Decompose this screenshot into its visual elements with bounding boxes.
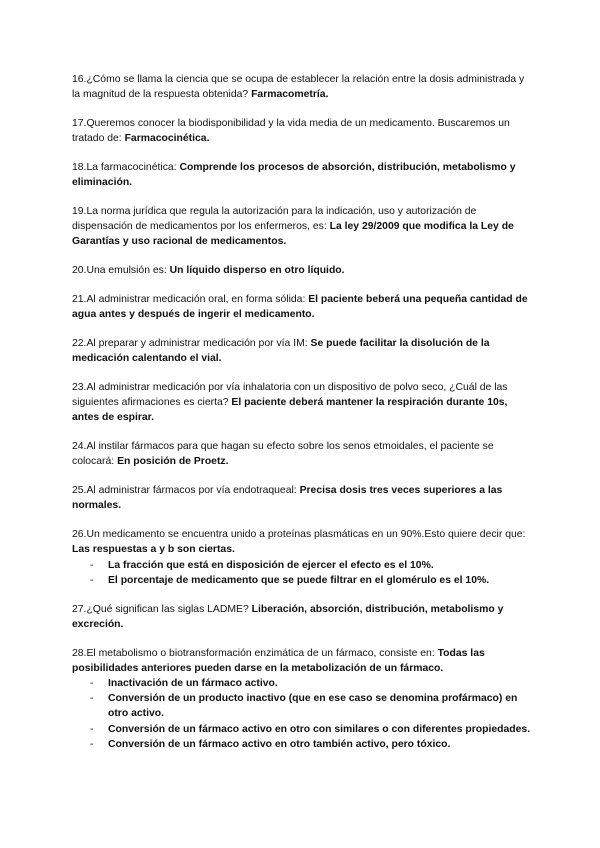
question-paragraph (72, 483, 532, 513)
question-item (72, 72, 532, 102)
answer-bullet-item: - El porcentaje de medicamento que se puede filtrar en el glomérulo es el 10%. (88, 573, 532, 588)
question-paragraph (72, 204, 532, 250)
question-text: Un medicamento se encuentra unido a proteínas plasmáticas en un 90%.Esto quiere decir que: (86, 529, 526, 541)
question-answer: Liberación, absorción, distribución, metabolismo y excreción. (72, 603, 504, 630)
question-text: Al instilar fármacos para que hagan su efecto sobre los senos etmoidales, el paciente se colocará: (72, 441, 494, 468)
question-answer: Farmacometría. (251, 89, 329, 101)
question-item (72, 204, 532, 250)
question-text: La farmacocinética: (86, 162, 180, 173)
question-number: 24. (72, 441, 87, 453)
question-answer: Las respuestas a y b son ciertas. (72, 544, 235, 556)
question-item (72, 483, 532, 513)
question-answer: La ley 29/2009 que modifica la Ley de Garantías y uso racional de medicamentos. (72, 221, 514, 248)
question-paragraph (72, 439, 532, 469)
question-text: ¿Cómo se llama la ciencia que se ocupa de establecer la relación entre la dosis administrada y la magnitud de la respuesta obtenida? (72, 74, 525, 101)
question-text: ¿Qué significan las siglas LADME? (86, 603, 252, 615)
question-paragraph (72, 602, 532, 632)
question-answer: El paciente deberá mantener la respiración durante 10s, antes de espirar. (72, 397, 508, 424)
question-answer: El paciente beberá una pequeña cantidad de agua antes y después de ingerir el medicamento. (72, 294, 528, 321)
question-item (72, 380, 532, 426)
question-number: 21. (72, 294, 87, 305)
question-answer: Comprende los procesos de absorción, distribución, metabolismo y eliminación. (72, 162, 516, 189)
question-item (72, 263, 532, 278)
question-item (72, 116, 532, 146)
question-answer: Un líquido disperso en otro líquido. (169, 265, 345, 277)
answer-bullet-list (72, 676, 532, 752)
answer-bullet-item: - Conversión de un producto inactivo (que en ese caso se denomina profármaco) en otro activo. (88, 691, 532, 721)
question-paragraph (72, 116, 532, 146)
question-text: Al administrar medicación por vía inhalatoria con un dispositivo de polvo seco, ¿Cuál de las siguientes afirmaciones es cierta? (72, 382, 508, 409)
question-paragraph (72, 336, 532, 366)
question-answer: Precisa dosis tres veces superiores a las normales. (72, 485, 503, 512)
question-answer: En posición de Proetz. (117, 456, 229, 468)
question-number: 18. (72, 162, 87, 173)
question-paragraph (72, 527, 532, 557)
answer-bullet-item: - La fracción que está en disposición de ejercer el efecto es el 10%. (88, 558, 532, 573)
question-paragraph (72, 646, 532, 676)
question-text: La norma jurídica que regula la autorización para la indicación, uso y autorización de dispensación de medicamentos por los enfermeros, es: (72, 206, 477, 233)
question-answer: Se puede facilitar la disolución de la medicación calentando el vial. (72, 338, 490, 365)
question-text: Una emulsión es: (86, 265, 170, 277)
question-number: 23. (72, 382, 87, 393)
question-item (72, 527, 532, 588)
question-number: 22. (72, 338, 87, 349)
question-number: 25. (72, 485, 87, 497)
question-number: 20. (72, 265, 87, 277)
question-number: 28. (72, 647, 87, 659)
question-text: El metabolismo o biotransformación enzimática de un fármaco, consiste en: (86, 647, 438, 659)
answer-bullet-list (72, 558, 532, 588)
question-text: Al preparar y administrar medicación por vía IM: (86, 338, 311, 349)
question-item (72, 160, 532, 190)
question-text: Al administrar medicación oral, en forma sólida: (86, 294, 309, 305)
question-item (72, 439, 532, 469)
question-paragraph (72, 292, 532, 322)
question-number: 27. (72, 603, 87, 615)
question-text: Al administrar fármacos por vía endotraqueal: (86, 485, 300, 497)
question-item (72, 292, 532, 322)
question-number: 19. (72, 206, 87, 217)
answer-bullet-item: - Conversión de un fármaco activo en otro con similares o con diferentes propiedades. (88, 722, 532, 737)
question-number: 26. (72, 529, 87, 541)
answer-bullet-item: - Inactivación de un fármaco activo. (88, 676, 532, 691)
question-item (72, 646, 532, 752)
question-answer: Farmacocinética. (124, 133, 210, 145)
question-text: Queremos conocer la biodisponibilidad y la vida media de un medicamento. Buscaremos un tratado de: (72, 118, 510, 145)
question-item (72, 336, 532, 366)
question-paragraph (72, 263, 532, 278)
question-paragraph (72, 72, 532, 102)
question-number: 17. (72, 118, 87, 129)
question-answer: Todas las posibilidades anteriores pueden darse en la metabolización de un fármaco. (72, 647, 485, 674)
question-paragraph (72, 380, 532, 426)
question-number: 16. (72, 74, 87, 85)
question-paragraph (72, 160, 532, 190)
question-item (72, 602, 532, 632)
answer-bullet-item: - Conversión de un fármaco activo en otro también activo, pero tóxico. (88, 737, 532, 752)
